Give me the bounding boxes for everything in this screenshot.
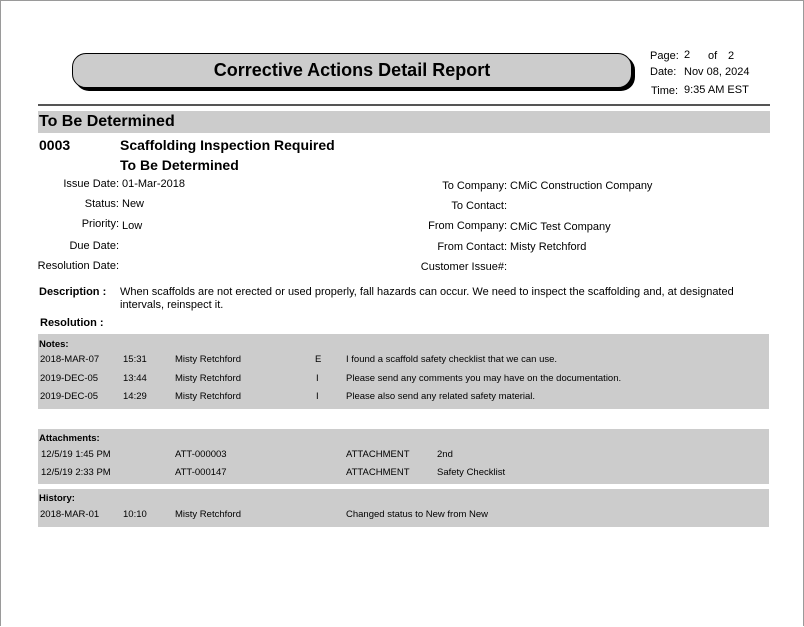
page-of-label: of xyxy=(708,50,718,62)
note-time: 15:31 xyxy=(123,354,147,365)
item-subtitle: To Be Determined xyxy=(120,157,239,173)
page-current: 2 xyxy=(684,49,691,61)
field-label-due-date: Due Date: xyxy=(69,240,119,252)
note-user: Misty Retchford xyxy=(175,373,241,384)
attachment-name: Safety Checklist xyxy=(437,467,506,478)
note-date: 2018-MAR-07 xyxy=(40,354,100,365)
resolution-label: Resolution : xyxy=(40,317,104,329)
field-label-status: Status: xyxy=(84,198,119,210)
group-header xyxy=(38,111,770,133)
note-text: Please send any comments you may have on the documentation. xyxy=(346,373,622,384)
note-row xyxy=(38,391,769,405)
note-date: 2019-DEC-05 xyxy=(40,373,99,384)
history-section xyxy=(38,489,769,527)
page-total: 2 xyxy=(728,50,735,62)
notes-header: Notes: xyxy=(39,339,69,350)
note-time: 14:29 xyxy=(123,391,147,402)
field-label-issue-date: Issue Date: xyxy=(63,178,119,190)
field-value-from-company: CMiC Test Company xyxy=(510,221,611,233)
attachments-section xyxy=(38,429,769,484)
note-row xyxy=(38,373,769,387)
field-label-to-contact: To Contact: xyxy=(451,200,507,212)
date-label: Date: xyxy=(650,66,677,78)
attachment-type: ATTACHMENT xyxy=(346,449,410,460)
group-title: To Be Determined xyxy=(39,113,175,130)
note-text: I found a scaffold safety checklist that we can use. xyxy=(346,354,558,365)
field-value-from-contact: Misty Retchford xyxy=(510,241,587,253)
attachment-row xyxy=(38,467,769,481)
time-value: 9:35 AM EST xyxy=(684,84,749,96)
attachment-datetime: 12/5/19 1:45 PM xyxy=(41,449,111,460)
attachment-datetime: 12/5/19 2:33 PM xyxy=(41,467,111,478)
field-label-resolution-date: Resolution Date: xyxy=(37,260,119,272)
description-label: Description : xyxy=(39,286,107,298)
note-user: Misty Retchford xyxy=(175,354,241,365)
field-value-priority: Low xyxy=(122,220,143,232)
history-header: History: xyxy=(39,493,75,504)
field-label-to-company: To Company: xyxy=(442,180,507,192)
item-number: 0003 xyxy=(39,137,71,153)
history-row xyxy=(38,509,769,523)
history-date: 2018-MAR-01 xyxy=(40,509,100,520)
description-text: When scaffolds are not erected or used properly, fall hazards can occur. We need to inspect the scaffolding and, at designated intervals, reinspect it. xyxy=(120,286,734,311)
time-label: Time: xyxy=(651,85,679,97)
history-text: Changed status to New from New xyxy=(346,509,489,520)
attachment-id[interactable]: ATT-000147 xyxy=(175,467,227,478)
field-label-from-company: From Company: xyxy=(428,220,507,232)
note-row xyxy=(38,354,769,368)
header-divider xyxy=(38,104,770,106)
field-label-customer-issue: Customer Issue#: xyxy=(420,261,507,273)
item-title: Scaffolding Inspection Required xyxy=(120,137,335,153)
field-label-from-contact: From Contact: xyxy=(437,241,507,253)
note-date: 2019-DEC-05 xyxy=(40,391,99,402)
note-user: Misty Retchford xyxy=(175,391,241,402)
note-type: I xyxy=(316,391,319,402)
note-type: I xyxy=(316,373,319,384)
note-time: 13:44 xyxy=(123,373,147,384)
attachments-header: Attachments: xyxy=(39,433,100,444)
report-title: Corrective Actions Detail Report xyxy=(213,60,491,80)
note-type: E xyxy=(315,354,322,365)
field-value-to-company: CMiC Construction Company xyxy=(510,180,653,192)
field-value-status: New xyxy=(122,198,145,210)
history-time: 10:10 xyxy=(123,509,147,520)
field-label-priority: Priority: xyxy=(81,218,119,230)
page-label: Page: xyxy=(650,50,679,62)
date-value: Nov 08, 2024 xyxy=(684,66,750,78)
notes-section xyxy=(38,334,769,409)
attachment-type: ATTACHMENT xyxy=(346,467,410,478)
attachment-name: 2nd xyxy=(437,449,453,460)
history-user: Misty Retchford xyxy=(175,509,241,520)
attachment-row xyxy=(38,449,769,463)
attachment-id[interactable]: ATT-000003 xyxy=(175,449,227,460)
field-value-issue-date: 01-Mar-2018 xyxy=(122,178,185,190)
report-title-banner xyxy=(72,53,632,88)
note-text: Please also send any related safety material. xyxy=(346,391,536,402)
